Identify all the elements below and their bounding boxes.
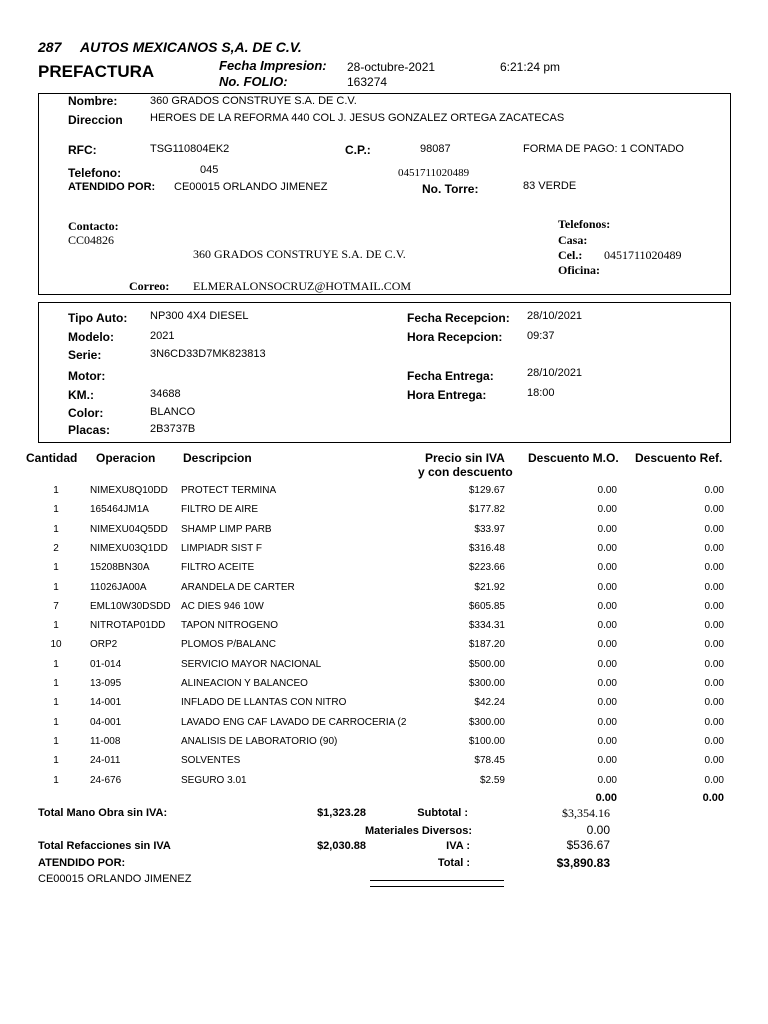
modelo-value: 2021 (150, 330, 175, 342)
cell-descuento-mo: 0.00 (597, 582, 617, 593)
cell-cantidad: 1 (53, 736, 59, 747)
cell-cantidad: 1 (53, 659, 59, 670)
cell-descripcion: PROTECT TERMINA (181, 485, 277, 496)
atendido-footer-label: ATENDIDO POR: (38, 857, 126, 869)
subtotal-label: Subtotal : (417, 807, 468, 819)
cell-operacion: 165464JM1A (90, 504, 149, 515)
cell-operacion: 11-008 (90, 736, 121, 747)
oficina-label: Oficina: (558, 263, 600, 277)
hora-recepcion-value: 09:37 (527, 330, 555, 342)
cell-operacion: NIMEXU03Q1DD (90, 543, 168, 554)
correo-value: ELMERALONSOCRUZ@HOTMAIL.COM (193, 279, 412, 293)
placas-value: 2B3737B (150, 423, 196, 435)
cell-operacion: 01-014 (90, 659, 122, 670)
hora-recepcion-label: Hora Recepcion: (407, 330, 503, 344)
cell-descuento-mo: 0.00 (597, 755, 617, 766)
cp-label: C.P.: (345, 143, 371, 157)
cell-precio: $177.82 (468, 504, 505, 515)
cell-descuento-ref: 0.00 (704, 639, 724, 650)
cell-precio: $2.59 (479, 775, 505, 786)
cell-descuento-ref: 0.00 (704, 736, 724, 747)
cell-descuento-mo: 0.00 (597, 697, 617, 708)
refacciones-value: $2,030.88 (317, 840, 366, 852)
cell-operacion: 15208BN30A (90, 562, 150, 573)
cell-cantidad: 1 (53, 775, 59, 786)
fecha-recepcion-label: Fecha Recepcion: (407, 311, 510, 325)
total-underline-1 (370, 880, 504, 881)
cell-cantidad: 10 (50, 639, 62, 650)
cell-precio: $300.00 (468, 678, 505, 689)
header-cantidad: Cantidad (26, 451, 78, 465)
cell-descuento-ref: 0.00 (704, 562, 724, 573)
telefono2-value: 0451711020489 (398, 167, 470, 179)
cell-precio: $300.00 (468, 717, 505, 728)
cell-descuento-ref: 0.00 (704, 620, 724, 631)
total-descuento-mo: 0.00 (595, 792, 617, 804)
iva-value: $536.67 (566, 838, 610, 852)
cell-operacion: ORP2 (90, 639, 118, 650)
cell-descuento-mo: 0.00 (597, 485, 617, 496)
hora-entrega-value: 18:00 (527, 387, 555, 399)
header-precio-1: Precio sin IVA (425, 451, 505, 465)
km-value: 34688 (150, 388, 181, 400)
header-operacion: Operacion (96, 451, 156, 465)
cell-descripcion: ANALISIS DE LABORATORIO (90) (181, 736, 338, 747)
contacto-nombre: 360 GRADOS CONSTRUYE S.A. DE C.V. (193, 247, 406, 261)
cell-descripcion: LAVADO ENG CAF LAVADO DE CARROCERIA (2 (181, 717, 407, 728)
cell-operacion: 13-095 (90, 678, 122, 689)
correo-label: Correo: (129, 279, 170, 293)
fecha-recepcion-value: 28/10/2021 (527, 310, 583, 322)
atendido-value: CE00015 ORLANDO JIMENEZ (174, 181, 328, 193)
header-descripcion: Descripcion (183, 451, 252, 465)
cell-descripcion: SOLVENTES (181, 755, 241, 766)
folio-value: 163274 (347, 75, 388, 89)
cell-descuento-ref: 0.00 (704, 775, 724, 786)
cell-cantidad: 1 (53, 562, 59, 573)
fecha-entrega-value: 28/10/2021 (527, 367, 583, 379)
cell-operacion: 11026JA00A (90, 582, 147, 593)
torre-label: No. Torre: (422, 182, 479, 196)
modelo-label: Modelo: (68, 330, 114, 344)
subtotal-value: $3,354.16 (562, 806, 610, 820)
serie-value: 3N6CD33D7MK823813 (150, 348, 266, 360)
cell-descuento-mo: 0.00 (597, 775, 617, 786)
cell-cantidad: 7 (53, 601, 59, 612)
cell-precio: $21.92 (474, 582, 505, 593)
rfc-label: RFC: (68, 143, 97, 157)
fecha-impresion-label: Fecha Impresion: (219, 58, 327, 73)
cell-descuento-ref: 0.00 (704, 543, 724, 554)
cell-cantidad: 1 (53, 582, 59, 593)
cell-descripcion: AC DIES 946 10W (181, 601, 264, 612)
direccion-label: Direccion (68, 113, 123, 127)
cell-precio: $33.97 (474, 524, 505, 535)
cell-operacion: NIMEXU8Q10DD (90, 485, 168, 496)
placas-label: Placas: (68, 423, 111, 437)
torre-value: 83 VERDE (523, 180, 577, 192)
cell-descuento-mo: 0.00 (597, 736, 617, 747)
cell-precio: $334.31 (468, 620, 505, 631)
cell-precio: $605.85 (468, 601, 505, 612)
cell-descripcion: SHAMP LIMP PARB (181, 524, 272, 535)
fecha-entrega-label: Fecha Entrega: (407, 369, 494, 383)
total-value: $3,890.83 (556, 856, 610, 870)
serie-label: Serie: (68, 348, 102, 362)
cell-cantidad: 1 (53, 678, 59, 689)
contacto-label: Contacto: (68, 219, 119, 233)
tipo-auto-label: Tipo Auto: (68, 311, 128, 325)
folio-label: No. FOLIO: (219, 74, 288, 89)
direccion-value: HEROES DE LA REFORMA 440 COL J. JESUS GONZALEZ ORTEGA ZACATECAS (150, 112, 565, 124)
cell-cantidad: 1 (53, 697, 59, 708)
nombre-value: 360 GRADOS CONSTRUYE S.A. DE C.V. (150, 95, 357, 107)
total-underline-2 (370, 886, 504, 887)
cel-label: Cel.: (558, 248, 583, 262)
cell-operacion: 04-001 (90, 717, 122, 728)
cell-descuento-ref: 0.00 (704, 524, 724, 535)
cell-operacion: 24-011 (90, 755, 121, 766)
cell-descuento-ref: 0.00 (704, 755, 724, 766)
mano-obra-label: Total Mano Obra sin IVA: (38, 807, 168, 819)
cell-operacion: 14-001 (90, 697, 122, 708)
materiales-value: 0.00 (586, 823, 610, 837)
cell-precio: $42.24 (474, 697, 505, 708)
cell-cantidad: 1 (53, 717, 59, 728)
iva-label: IVA : (446, 840, 470, 852)
cell-descripcion: INFLADO DE LLANTAS CON NITRO (181, 697, 347, 708)
cell-descripcion: SEGURO 3.01 (181, 775, 247, 786)
cell-cantidad: 1 (53, 755, 59, 766)
cell-descripcion: LIMPIADR SIST F (181, 543, 262, 554)
cell-descripcion: SERVICIO MAYOR NACIONAL (181, 659, 322, 670)
cell-descuento-ref: 0.00 (704, 678, 724, 689)
casa-label: Casa: (558, 233, 588, 247)
cell-cantidad: 1 (53, 524, 59, 535)
cell-descuento-ref: 0.00 (704, 582, 724, 593)
contacto-code: CC04826 (68, 233, 115, 247)
cell-descuento-mo: 0.00 (597, 659, 617, 670)
cell-descuento-mo: 0.00 (597, 601, 617, 612)
cell-descripcion: FILTRO DE AIRE (181, 504, 259, 515)
cell-cantidad: 1 (53, 620, 59, 631)
cell-descuento-ref: 0.00 (704, 601, 724, 612)
cell-descripcion: TAPON NITROGENO (181, 620, 279, 631)
company-name: AUTOS MEXICANOS S,A. DE C.V. (80, 39, 302, 55)
cell-descuento-mo: 0.00 (597, 678, 617, 689)
header-descuento-ref: Descuento Ref. (635, 451, 723, 465)
cell-descuento-ref: 0.00 (704, 697, 724, 708)
tipo-auto-value: NP300 4X4 DIESEL (150, 310, 249, 322)
cell-descripcion: ALINEACION Y BALANCEO (181, 678, 308, 689)
hora-entrega-label: Hora Entrega: (407, 388, 487, 402)
cell-descuento-mo: 0.00 (597, 620, 617, 631)
mano-obra-value: $1,323.28 (317, 807, 366, 819)
cp-value: 98087 (420, 143, 451, 155)
cell-descuento-mo: 0.00 (597, 504, 617, 515)
cell-descuento-ref: 0.00 (704, 504, 724, 515)
doc-title: PREFACTURA (38, 62, 155, 81)
cell-precio: $129.67 (468, 485, 505, 496)
cell-descuento-ref: 0.00 (704, 659, 724, 670)
cell-descripcion: ARANDELA DE CARTER (181, 582, 295, 593)
forma-pago: FORMA DE PAGO: 1 CONTADO (523, 143, 684, 155)
cell-precio: $500.00 (468, 659, 505, 670)
cell-precio: $316.48 (468, 543, 505, 554)
cell-descuento-mo: 0.00 (597, 562, 617, 573)
cell-descuento-mo: 0.00 (597, 524, 617, 535)
atendido-label: ATENDIDO POR: (68, 181, 156, 193)
km-label: KM.: (68, 388, 94, 402)
company-number: 287 (38, 39, 62, 55)
color-label: Color: (68, 406, 104, 420)
nombre-label: Nombre: (68, 94, 118, 108)
cell-precio: $223.66 (468, 562, 505, 573)
refacciones-label: Total Refacciones sin IVA (38, 840, 171, 852)
cell-cantidad: 2 (53, 543, 59, 554)
cell-operacion: EML10W30DSDD (90, 601, 171, 612)
cell-descuento-ref: 0.00 (704, 717, 724, 728)
cell-descuento-mo: 0.00 (597, 639, 617, 650)
cel-value: 0451711020489 (604, 248, 682, 262)
total-descuento-ref: 0.00 (702, 792, 724, 804)
header-descuento-mo: Descuento M.O. (528, 451, 619, 465)
telefonos-label: Telefonos: (558, 217, 611, 231)
hora-impresion: 6:21:24 pm (500, 60, 561, 74)
cell-descuento-ref: 0.00 (704, 485, 724, 496)
cell-precio: $78.45 (474, 755, 505, 766)
motor-label: Motor: (68, 369, 106, 383)
cell-precio: $100.00 (468, 736, 505, 747)
total-label: Total : (437, 857, 470, 869)
fecha-impresion: 28-octubre-2021 (347, 60, 436, 74)
rfc-value: TSG110804EK2 (150, 143, 230, 155)
header-precio-2: y con descuento (418, 465, 513, 479)
atendido-footer-value: CE00015 ORLANDO JIMENEZ (38, 873, 192, 885)
cell-descuento-mo: 0.00 (597, 717, 617, 728)
cell-operacion: 24-676 (90, 775, 122, 786)
color-value: BLANCO (150, 406, 196, 418)
materiales-label: Materiales Diversos: (365, 825, 472, 837)
telefono-value: 045 (200, 164, 219, 176)
cell-cantidad: 1 (53, 504, 59, 515)
vehicle-box (38, 302, 731, 443)
cell-descripcion: PLOMOS P/BALANC (181, 639, 277, 650)
cell-cantidad: 1 (53, 485, 59, 496)
cell-descuento-mo: 0.00 (597, 543, 617, 554)
cell-descripcion: FILTRO ACEITE (181, 562, 255, 573)
telefono-label: Telefono: (68, 166, 122, 180)
cell-operacion: NITROTAP01DD (90, 620, 166, 631)
cell-operacion: NIMEXU04Q5DD (90, 524, 168, 535)
cell-precio: $187.20 (468, 639, 505, 650)
